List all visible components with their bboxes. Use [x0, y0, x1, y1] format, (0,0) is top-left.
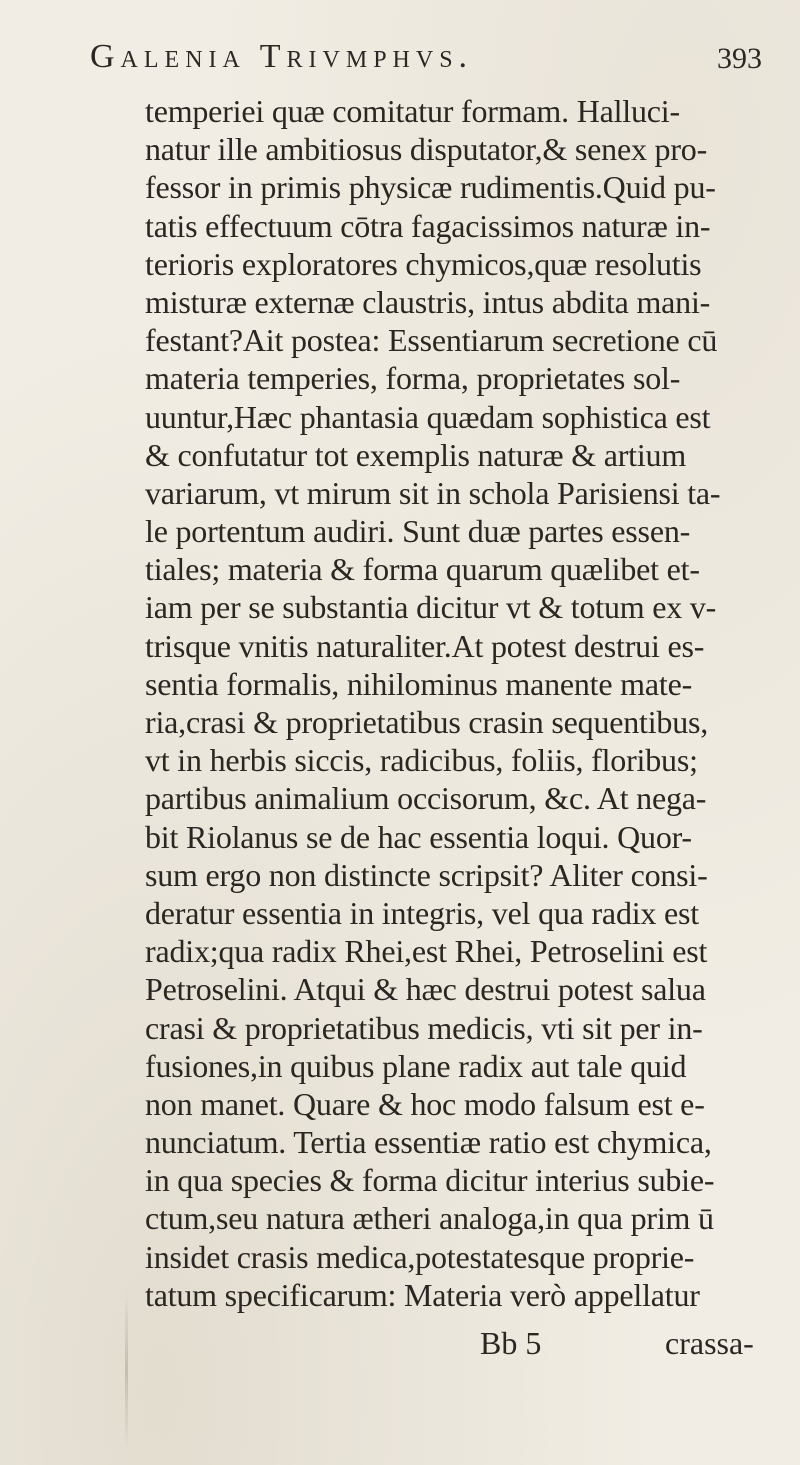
- text-line: radix;qua radix Rhei,est Rhei, Petroselini est: [145, 933, 708, 970]
- text-line: crasi & proprietatibus medicis, vti sit per in-: [145, 1009, 703, 1046]
- running-title: Galenia Trivmphvs.: [90, 38, 474, 75]
- text-line: Petroselini. Atqui & hæc destrui potest salua: [145, 971, 706, 1008]
- text-line: sentia formalis, nihilominus manente mate-: [145, 665, 693, 702]
- text-line: ctum,seu natura ætheri analoga,in qua prim ū: [145, 1200, 714, 1237]
- text-line: fessor in primis physicæ rudimentis.Quid pu-: [145, 169, 716, 206]
- text-line: tatum specificarum: Materia verò appellatur: [145, 1276, 700, 1313]
- page-header: [90, 38, 780, 88]
- text-line: variarum, vt mirum sit in schola Parisiensi ta-: [145, 474, 721, 511]
- page-number: 393: [717, 42, 762, 75]
- text-line: misturæ externæ claustris, intus abdita mani-: [145, 283, 711, 320]
- text-line: tatis effectuum cōtra fagacissimos naturæ in-: [145, 207, 711, 244]
- text-line: nunciatum. Tertia essentiæ ratio est chymica,: [145, 1124, 712, 1161]
- text-line: festant?Ait postea: Essentiarum secretione cū: [145, 322, 718, 359]
- text-line: deratur essentia in integris, vel qua radix est: [145, 894, 699, 931]
- text-line: terioris exploratores chymicos,quæ resolutis: [145, 245, 702, 282]
- text-line: sum ergo non distincte scripsit? Aliter consi-: [145, 856, 708, 893]
- text-line: fusiones,in quibus plane radix aut tale quid: [145, 1047, 687, 1084]
- text-line: & confutatur tot exemplis naturæ & artium: [145, 436, 687, 473]
- text-line: materia temperies, forma, proprietates sol-: [145, 360, 681, 397]
- footer-catchline: [145, 1325, 775, 1365]
- text-line: le portentum audiri. Sunt duæ partes essen-: [145, 513, 691, 550]
- text-line: insidet crasis medica,potestatesque proprie-: [145, 1238, 695, 1275]
- text-line: tiales; materia & forma quarum quælibet et-: [145, 551, 700, 588]
- signature-mark: Bb 5: [480, 1325, 542, 1361]
- paper-crease: [125, 1290, 128, 1450]
- text-line: trisque vnitis naturaliter.At potest destrui es-: [145, 627, 705, 664]
- text-line: natur ille ambitiosus disputator,& senex pro-: [145, 131, 708, 168]
- text-line: ria,crasi & proprietatibus crasin sequentibus,: [145, 704, 709, 740]
- text-line: uuntur,Hæc phantasia quædam sophistica est: [145, 398, 711, 435]
- text-line: bit Riolanus se de hac essentia loqui. Quor-: [145, 818, 692, 855]
- catchword: crassa-: [665, 1325, 754, 1361]
- text-line: in qua species & forma dicitur interius subie-: [145, 1162, 715, 1199]
- text-line: partibus animalium occisorum, &c. At nega-: [145, 780, 707, 817]
- text-line: vt in herbis siccis, radicibus, foliis, floribus;: [145, 742, 698, 779]
- text-line: temperiei quæ comitatur formam. Halluci-: [145, 93, 680, 129]
- text-line: iam per se substantia dicitur vt & totum ex v-: [145, 589, 717, 626]
- text-line: non manet. Quare & hoc modo falsum est e-: [145, 1085, 705, 1122]
- body-text: [145, 92, 775, 1314]
